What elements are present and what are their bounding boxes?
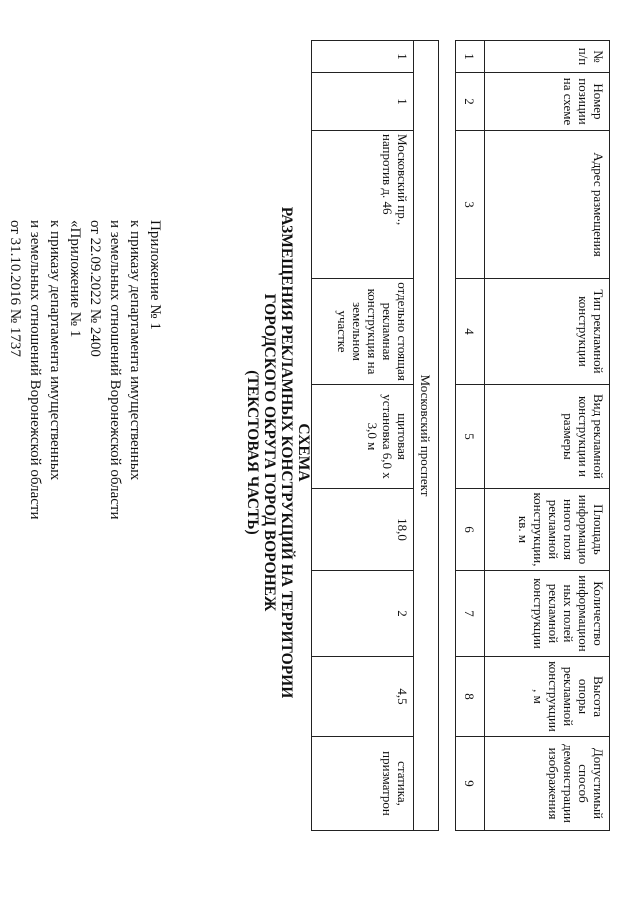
- column-number: 9: [456, 737, 485, 831]
- column-number: 5: [456, 385, 485, 489]
- column-header: № п/п: [485, 41, 610, 73]
- cell-position: 1: [312, 73, 414, 131]
- column-number: 7: [456, 571, 485, 657]
- cell-type: отдельно стоящая рекламная конструкция на земельном участке: [312, 279, 414, 385]
- column-number: 3: [456, 131, 485, 279]
- header-line: Приложение № 1: [147, 220, 163, 330]
- table-row: [312, 41, 414, 831]
- header-line: и земельных отношений Воронежской области: [107, 220, 123, 520]
- column-header: Высота опоры рекламной конструкции, м: [485, 657, 610, 737]
- header-line: от 31.10.2016 № 1737: [7, 220, 23, 357]
- section-row: [414, 41, 439, 831]
- column-number: 6: [456, 489, 485, 571]
- header-line: к приказу департамента имущественных: [127, 220, 143, 481]
- column-header: Вид рекламной конструкции и размеры: [485, 385, 610, 489]
- header-line: и земельных отношений Воронежской области: [27, 220, 43, 520]
- cell-height: 4,5: [312, 657, 414, 737]
- column-number: 1: [456, 41, 485, 73]
- placement-table: [311, 40, 610, 831]
- column-header: Количество информационных полей рекламной конструкции: [485, 571, 610, 657]
- section-title: Московский проспект: [414, 41, 439, 831]
- title-line: СХЕМА: [295, 423, 312, 482]
- column-number: 4: [456, 279, 485, 385]
- title-line: (ТЕКСТОВАЯ ЧАСТЬ): [244, 370, 261, 535]
- column-header: Допустимый способ демонстрации изображения: [485, 737, 610, 831]
- column-header: Адрес размещения: [485, 131, 610, 279]
- header-line: «Приложение № 1: [67, 220, 83, 338]
- cell-method: статика, призматрон: [312, 737, 414, 831]
- column-number-row: [456, 41, 485, 831]
- column-header: Тип рекламной конструкции: [485, 279, 610, 385]
- cell-address: Московский пр., напротив д. 46: [312, 131, 414, 279]
- table-gap: [439, 41, 456, 831]
- column-header: Номер позиции на схеме: [485, 73, 610, 131]
- title-line: ГОРОДСКОГО ОКРУГА ГОРОД ВОРОНЕЖ: [261, 293, 278, 612]
- column-number: 8: [456, 657, 485, 737]
- table-header-row: [485, 41, 610, 831]
- document-title: [244, 0, 312, 905]
- appendix-header: [5, 220, 165, 520]
- title-line: РАЗМЕЩЕНИЯ РЕКЛАМНЫХ КОНСТРУКЦИЙ НА ТЕРРИТОРИИ: [278, 206, 295, 699]
- column-number: 2: [456, 73, 485, 131]
- cell-fields: 2: [312, 571, 414, 657]
- cell-area: 18,0: [312, 489, 414, 571]
- cell-kind: щитовая установка 6,0 х 3,0 м: [312, 385, 414, 489]
- header-line: к приказу департамента имущественных: [47, 220, 63, 481]
- column-header: Площадь информационного поля рекламной конструкции, кв. м: [485, 489, 610, 571]
- cell-num: 1: [312, 41, 414, 73]
- header-line: от 22.09.2022 № 2400: [87, 220, 103, 357]
